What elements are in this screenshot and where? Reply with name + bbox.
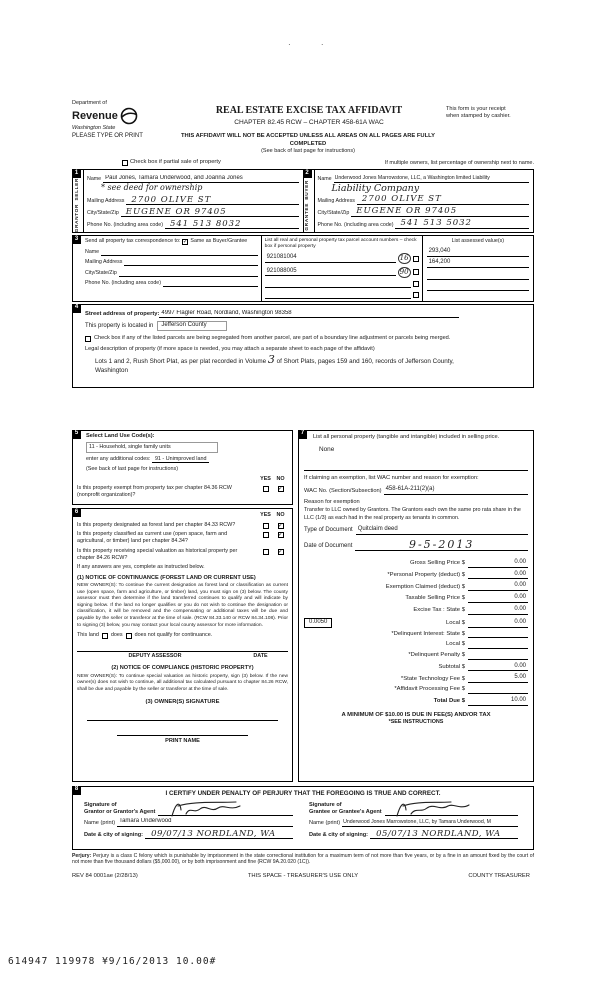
correspondence-csz-row [85, 269, 258, 277]
street-address-label: Street address of property: [85, 310, 160, 317]
legal-text-2: of Short Plats, pages 159 and 160, records of Jefferson County, [276, 357, 454, 365]
parcel-row [265, 267, 419, 278]
affidavit-processing-fee-label: *Affidavit Processing Fee $ [394, 686, 465, 693]
date-city-label: Date & city of signing: [84, 831, 144, 838]
deputy-assessor-label: DEPUTY ASSESSOR [128, 653, 182, 660]
personal-property-block [304, 433, 528, 472]
assessed-value-row [427, 248, 529, 257]
tax-row [304, 697, 528, 706]
form-header [72, 100, 534, 132]
cashier-receipt-stamp: 614947 119978 ¥9/16/2013 10.00# [8, 956, 217, 967]
additional-codes-row [86, 456, 288, 463]
forest-land-question: Is this property designated as forest land per chapter 84.33 RCW? [77, 521, 236, 528]
field-line [119, 269, 258, 277]
partial-sale-checkbox [122, 160, 128, 166]
field-line [124, 258, 257, 266]
classification-section [72, 508, 293, 782]
local-tax-label: Local $ [446, 619, 465, 626]
continuance-text: NEW OWNER(S): To continue the current designation as forest land or classification as current use (open space, farm and agriculture, or timber) land, you must sign on (3) below. The county assessor must then determine if the land transferred continues to qualify and will indicate by signing below. If the land no longer qualifies or you do not wish to continue the designation or classification, it will be removed and the compensating or additional taxes will be due and payable by the seller or transferor at the time of sale. (RCW 84.33.140 or RCW 84.34.108). Prior to signing (3) below, you may contact your local county assessor for more information. [77, 582, 288, 628]
delinquent-interest-state-value [468, 631, 528, 639]
parcel-row [265, 291, 419, 299]
answers-yes-note: If any answers are yes, complete as instructed below. [77, 564, 205, 571]
local-tax-value: 0.00 [468, 619, 528, 628]
revenue-wordmark-row [72, 107, 172, 125]
assessed-value-row [427, 259, 529, 268]
parcel-line [265, 268, 396, 277]
legal-volume-handwritten: 3 [267, 352, 275, 366]
section-2-number: 2 [303, 169, 312, 178]
field-line [342, 819, 518, 827]
please-type-label: PLEASE TYPE OR PRINT [72, 133, 143, 140]
seller-side-label: SELLER [74, 178, 80, 201]
delinquent-penalty-value [468, 652, 528, 660]
personal-property-checkbox [413, 281, 419, 287]
partial-sale-label: Check box if partial sale of property [130, 159, 221, 166]
section-6-number: 6 [72, 508, 81, 517]
footer-row [72, 873, 534, 881]
state-technology-fee-value: 5.00 [468, 674, 528, 683]
assessed-value-row [427, 271, 529, 280]
title-block [172, 100, 446, 128]
name-print-label: Name (print) [84, 819, 116, 826]
buyer-side-label: BUYER [305, 179, 311, 200]
buyer-csz-label: City/State/Zip [317, 209, 350, 216]
parcel-number-2: 921088005 [266, 267, 297, 274]
revenue-logo-icon [120, 107, 138, 125]
document-type-row [304, 526, 528, 535]
wac-label: WAC No. (Section/Subsection) [304, 487, 382, 494]
grantor-side-label: GRANTOR [74, 203, 80, 233]
seller-address-row [87, 196, 299, 206]
tax-row [304, 641, 528, 649]
seller-address-label: Mailing Address [87, 198, 125, 205]
field-line [395, 219, 529, 229]
located-in-row [85, 321, 529, 331]
owners-signature-title: (3) OWNER(S) SIGNATURE [145, 699, 220, 706]
no-header: NO [276, 512, 285, 519]
date-label: DATE [253, 653, 268, 660]
grantee-date-city [303, 830, 528, 840]
warning-center [167, 133, 449, 155]
parcel-line [265, 254, 396, 263]
buyer-address-value: 2700 OLIVE ST [361, 195, 442, 205]
delinquent-interest-local-value [468, 641, 528, 649]
state-technology-fee-label: *State Technology Fee $ [400, 675, 465, 682]
this-land-label: This land [77, 632, 99, 639]
correspondence-column [73, 236, 262, 300]
document-type-value: Quitclaim deed [357, 526, 398, 532]
continuance-title: (1) NOTICE OF CONTINUANCE (FOREST LAND OR CURRENT USE) [77, 574, 256, 581]
personal-property-checkbox [413, 292, 419, 298]
assessed-value-2: 164,200 [428, 259, 451, 266]
legal-description-text [95, 352, 521, 376]
document-date-row [304, 539, 528, 551]
date-city-row [78, 830, 528, 840]
property-location-section [72, 304, 534, 388]
segregated-checkbox [85, 336, 91, 342]
local-rate-box: 0.0050 [304, 618, 332, 628]
name-print-label: Name (print) [309, 819, 341, 826]
seller-csz-label: City/State/Zip [87, 210, 119, 217]
document-date-label: Date of Document [304, 543, 353, 549]
no-cell [273, 548, 288, 555]
same-as-buyer-checkbox: ✓ [182, 238, 188, 245]
parcel-line [265, 291, 411, 299]
parcel-row [265, 280, 419, 288]
grantor-agent-label: Grantor or Grantor's Agent [84, 808, 156, 815]
does-checkbox [102, 633, 108, 639]
tax-row [304, 631, 528, 639]
seller-csz-row [87, 208, 299, 218]
buyer-handwritten-note: Liability Company [331, 182, 420, 194]
grantee-signature-line [385, 800, 518, 816]
current-use-question-row [77, 531, 288, 545]
owners-signature-line [87, 709, 278, 721]
exemption-block [304, 471, 528, 551]
field-line [384, 486, 528, 495]
exempt-question: Is this property exempt from property tax per chapter 84.36 RCW (nonprofit organization)? [77, 485, 232, 499]
compliance-text: NEW OWNER(S): To continue special valuation as historic property, sign (3) below. If the new owner(s) does not wish to continue, all additional tax calculated pursuant to chapter 84.26 RCW, shall be due and payable by the seller or transferor at the time of sale. [77, 673, 288, 692]
tax-row [304, 594, 528, 603]
seller-address-value: 2700 OLIVE ST [131, 195, 212, 205]
form-title: REAL ESTATE EXCISE TAX AFFIDAVIT [215, 105, 403, 116]
grantee-agent-label: Grantee or Grantee's Agent [309, 808, 382, 815]
parcel-line [265, 280, 411, 288]
buyer-csz-row [318, 207, 530, 217]
dept-line1: Department of [72, 100, 107, 106]
receipt-line1: This form is your receipt [446, 106, 506, 112]
correspondence-parcel-section [72, 235, 534, 301]
does-not-checkbox [126, 633, 132, 639]
no-header: NO [276, 475, 285, 482]
tax-row [304, 652, 528, 660]
reason-for-exemption-label: Reason for exemption [304, 499, 360, 505]
land-use-label: Select Land Use Code(s): [86, 432, 155, 439]
segregated-label: Check box if any of the listed parcels are being segregated from another parcel, are part of a boundary line adjustment or parcels being merged. [94, 335, 451, 342]
correspondence-header [85, 238, 258, 245]
spacer [77, 476, 258, 483]
buyer-phone-label: Phone No. (including area code) [317, 221, 394, 228]
send-correspondence-label: Send all property tax correspondence to: [85, 238, 181, 245]
seller-name-value: Paul Jones, Tamara Underwood, and Joanna Jones [105, 174, 243, 181]
minimum-due-note: A MINIMUM OF $10.00 IS DUE IN FEE(S) AND/OR TAX [341, 711, 491, 718]
historic-yes-checkbox [263, 549, 269, 555]
county-value-box: Jefferson County [157, 321, 227, 331]
yes-header: YES [260, 475, 271, 482]
section-7-number: 7 [298, 430, 307, 439]
current-use-yes-checkbox [263, 532, 269, 538]
field-line [357, 195, 529, 205]
field-line [370, 830, 518, 840]
parcel-numbers-column [262, 236, 423, 300]
parcel-annotation-circle: 16 [398, 253, 411, 264]
signature-row [78, 800, 528, 816]
csz-label: City/State/Zip [85, 269, 117, 276]
grantor-signature [164, 798, 274, 820]
yes-no-header [77, 512, 288, 519]
tax-row [304, 606, 528, 615]
section-3-number: 3 [72, 235, 81, 244]
grantor-signature-line [158, 800, 293, 816]
personal-property-deduct-label: *Personal Property (deduct) $ [387, 571, 465, 578]
perjury-lead: Perjury: [72, 852, 92, 859]
parcel-number-1: 921081004 [266, 254, 297, 261]
current-use-question: Is this property classified as current use (open space, farm and agricultural, or timber) land per chapter 84.34? [77, 531, 228, 545]
personal-property-value: None [319, 445, 335, 453]
yes-no-header [77, 476, 288, 483]
treasurers-use-label: THIS SPACE - TREASURER'S USE ONLY [247, 872, 359, 879]
grantee-signature [391, 798, 501, 820]
field-line [163, 279, 258, 287]
gross-selling-price-value: 0.00 [468, 559, 528, 568]
field-line [103, 175, 298, 184]
print-name-label: PRINT NAME [165, 737, 200, 744]
dept-of-revenue-block [72, 100, 172, 132]
buyer-name-row [318, 175, 530, 183]
partial-sale-row [72, 159, 534, 167]
washington-state-label: Washington State [72, 125, 116, 132]
personal-property-deduct-value: 0.00 [468, 571, 528, 580]
land-use-code-box: 11 - Household, single family units [86, 442, 218, 453]
seller-name-row [87, 175, 299, 184]
field-line [101, 248, 257, 256]
does-label: does [110, 632, 123, 639]
seller-fields [84, 170, 303, 232]
buyer-address-label: Mailing Address [317, 197, 355, 204]
signature-of-label: Signature of [84, 801, 117, 808]
subtotal-value: 0.00 [468, 663, 528, 672]
seller-phone-value: 541 513 8032 [169, 219, 242, 229]
delinquent-penalty-label: *Delinquent Penalty $ [408, 651, 465, 658]
grantee-signature-block [303, 800, 528, 816]
perjury-notice [72, 853, 534, 866]
buyer-phone-value: 541 513 5032 [400, 219, 472, 229]
buyer-name-value: Underwood Jones Marrowstone, LLC, a Washington limited Liability [334, 174, 490, 181]
perjury-text: Perjury is a class C felony which is punishable by imprisonment in the state correctional institution for a maximum term of not more than five years, or by a fine in an amount fixed by the court of not more than five thousand dollars ($5,000.00), or by both imprisonment and fine (RCW 9A.20.020 (1C)). [72, 852, 535, 866]
buyer-side-strip [304, 170, 315, 232]
seller-grantor-section [72, 169, 304, 233]
buyer-name-label: Name [317, 175, 332, 182]
seller-side-strip [73, 170, 84, 232]
signature-section [72, 786, 534, 850]
excise-tax-state-label: Excise Tax : State $ [413, 607, 465, 614]
tax-row [304, 559, 528, 568]
field-line [165, 220, 299, 230]
wac-value: 458-61A-211(2)(a) [385, 486, 435, 493]
warning-row [72, 133, 534, 155]
wac-row [304, 486, 528, 495]
grantor-date-value: 09/07/13 NORDLAND, WA [151, 829, 276, 839]
correspondence-phone-row [85, 279, 258, 287]
tax-row [304, 663, 528, 672]
yes-cell [258, 548, 273, 555]
section-4-number: 4 [72, 304, 81, 313]
grantor-signature-label [84, 802, 155, 816]
tax-row [304, 582, 528, 591]
section-1-number: 1 [72, 169, 81, 178]
affidavit-processing-fee-value [468, 686, 528, 694]
additional-codes-label: enter any additional codes: [86, 455, 151, 462]
grantor-date-city [78, 830, 303, 840]
field-line [121, 208, 299, 218]
total-due-label: Total Due $ [433, 697, 465, 704]
grantee-date-value: 05/07/13 NORDLAND, WA [376, 829, 501, 839]
spacer [77, 512, 258, 519]
scan-specks: · · [288, 40, 338, 49]
chapter-subtitle: CHAPTER 82.45 RCW – CHAPTER 458-61A WAC [234, 119, 384, 126]
exemption-label: If claiming an exemption, list WAC number and reason for exemption: [304, 475, 479, 482]
exemption-claimed-value: 0.00 [468, 582, 528, 591]
yes-cell [258, 485, 273, 492]
historic-question: Is this property receiving special valuation as historical property per chapter 84.26 RCW? [77, 547, 238, 561]
main-columns [72, 430, 534, 782]
exemption-claimed-label: Exemption Claimed (deduct) $ [385, 583, 465, 590]
section-8-number: 8 [72, 786, 81, 795]
field-line [356, 526, 528, 535]
multiple-owners-note: If multiple owners, list percentage of ownership next to name. [384, 159, 534, 166]
tax-row [304, 618, 528, 628]
revenue-wordmark: Revenue [72, 109, 118, 122]
located-in-label: This property is located in [85, 323, 154, 330]
field-line [126, 196, 298, 206]
exempt-yes-checkbox [263, 486, 269, 492]
forest-land-question-row [77, 522, 288, 529]
print-name-line [117, 724, 248, 736]
exempt-question-row [77, 485, 288, 499]
tax-computation-block [304, 556, 528, 706]
buyer-phone-row [318, 219, 530, 229]
grantee-side-label: GRANTEE [305, 202, 311, 231]
signature-of-label: Signature of [309, 801, 342, 808]
yes-cell [258, 531, 273, 538]
legal-text-1: Lots 1 and 2, Rush Short Plat, as per plat recorded in Volume [95, 357, 267, 365]
tax-row [304, 571, 528, 580]
assessed-values-column [423, 236, 533, 300]
assessed-value-row [427, 282, 529, 291]
forest-no-checkbox: ✓ [277, 522, 284, 529]
yes-cell [258, 522, 273, 529]
parcel-numbers-header: List all real and personal property tax parcel account numbers – check box if personal property [264, 238, 417, 250]
no-cell [273, 522, 288, 529]
historic-question-row [77, 548, 288, 562]
form-revision-number: REV 84 0001ae (2/28/13) [72, 872, 138, 879]
personal-property-checkbox [413, 256, 419, 262]
land-use-section [72, 430, 293, 506]
buyer-fields [315, 170, 534, 232]
field-line [334, 175, 529, 183]
yes-header: YES [260, 512, 271, 519]
correspondence-address-row [85, 258, 258, 266]
tax-row [304, 686, 528, 694]
left-column [72, 430, 293, 782]
reason-for-exemption-text: Transfer to LLC owned by Grantors. The Grantors each own the same pro rata share in the LLC (1/3) as each had in the real property as tenants in common. [304, 507, 521, 521]
street-address-row [85, 310, 529, 319]
no-cell [273, 531, 288, 538]
excise-tax-state-value: 0.00 [468, 606, 528, 615]
forest-yes-checkbox [263, 523, 269, 529]
personal-property-tax-section [298, 430, 534, 782]
deputy-assessor-line [77, 651, 288, 660]
document-type-label: Type of Document [304, 527, 353, 533]
compliance-title: (2) NOTICE OF COMPLIANCE (HISTORIC PROPERTY) [111, 665, 254, 672]
see-back-note: (See back of last page for instructions) [261, 148, 355, 155]
correspondence-name-row [85, 248, 258, 256]
grantor-printed-name: Tamara Underwood [119, 818, 172, 825]
legal-text-3: Washington [95, 367, 129, 375]
assessed-values-header: List assessed value(s) [451, 238, 504, 245]
seller-phone-label: Phone No. (including area code) [87, 222, 163, 229]
field-line [351, 207, 529, 217]
taxable-selling-price-value: 0.00 [468, 594, 528, 603]
personal-property-label: List all personal property (tangible and intangible) included in selling price. [313, 433, 500, 440]
see-instructions-note: *SEE INSTRUCTIONS [388, 719, 444, 726]
seller-csz-value: EUGENE OR 97405 [125, 207, 227, 217]
parcel-row [265, 253, 419, 264]
buyer-grantee-section [303, 169, 535, 233]
seller-phone-row [87, 220, 299, 230]
county-treasurer-label: COUNTY TREASURER [468, 872, 530, 879]
exempt-no-checkbox: ✓ [277, 486, 284, 493]
tax-row [304, 674, 528, 683]
receipt-line2: when stamped by cashier. [446, 113, 511, 120]
additional-codes-value: 91 - Unimproved land [152, 456, 210, 463]
same-as-buyer-label: Same as Buyer/Grantee [190, 238, 248, 245]
grantor-signature-block [78, 800, 303, 816]
buyer-address-row [318, 195, 530, 205]
seller-handwritten-note: * see deed for ownership [101, 183, 203, 193]
legal-description-label: Legal description of property (if more space is needed, you may attach a separate sheet to each page of the affidavit) [85, 346, 375, 353]
gross-selling-price-label: Gross Selling Price $ [409, 559, 465, 566]
field-line [145, 830, 293, 840]
parcel-annotation-circle: 90 [398, 267, 411, 278]
does-not-label: does not qualify for continuance. [134, 632, 213, 639]
field-line [355, 539, 528, 551]
receipt-note [446, 100, 534, 121]
total-due-value: 10.00 [468, 697, 528, 706]
certify-statement: I CERTIFY UNDER PENALTY OF PERJURY THAT THE FOREGOING IS TRUE AND CORRECT. [165, 789, 441, 797]
section-5-number: 5 [72, 430, 81, 439]
qualify-row [77, 632, 288, 639]
document-date-value: 9-5-2013 [408, 537, 475, 551]
grantee-signature-label [309, 802, 382, 816]
no-cell [273, 485, 288, 492]
grantee-printed-name: Underwood Jones Marrowstone, LLC, by Tamara Underwood, M [343, 819, 491, 826]
excise-tax-affidavit-form [72, 100, 534, 880]
current-use-no-checkbox: ✓ [277, 532, 284, 539]
historic-no-checkbox: ✓ [277, 548, 284, 555]
street-address-value: 4997 Flagler Road, Nordland, Washington 98358 [161, 309, 292, 316]
field-line [159, 310, 459, 319]
delinquent-interest-state-label: *Delinquent Interest: State $ [391, 630, 465, 637]
assessed-value-1: 293,040 [428, 247, 451, 254]
delinquent-interest-local-label: Local $ [446, 641, 465, 648]
subtotal-label: Subtotal $ [438, 663, 465, 670]
seller-name-label: Name [87, 176, 102, 183]
name-label: Name [85, 248, 100, 255]
parties-row [72, 169, 534, 233]
buyer-csz-value: EUGENE OR 97405 [356, 207, 458, 217]
see-back-note: (See back of last page for instructions) [86, 465, 178, 472]
taxable-selling-price-label: Taxable Selling Price $ [405, 595, 465, 602]
date-city-label: Date & city of signing: [309, 831, 369, 838]
phone-label: Phone No. (including area code) [85, 280, 161, 287]
personal-property-checkbox [413, 269, 419, 275]
acceptance-warning: THIS AFFIDAVIT WILL NOT BE ACCEPTED UNLESS ALL AREAS ON ALL PAGES ARE FULLY COMPLETED [181, 133, 435, 147]
address-label: Mailing Address [85, 259, 123, 266]
segregated-row [85, 335, 529, 342]
